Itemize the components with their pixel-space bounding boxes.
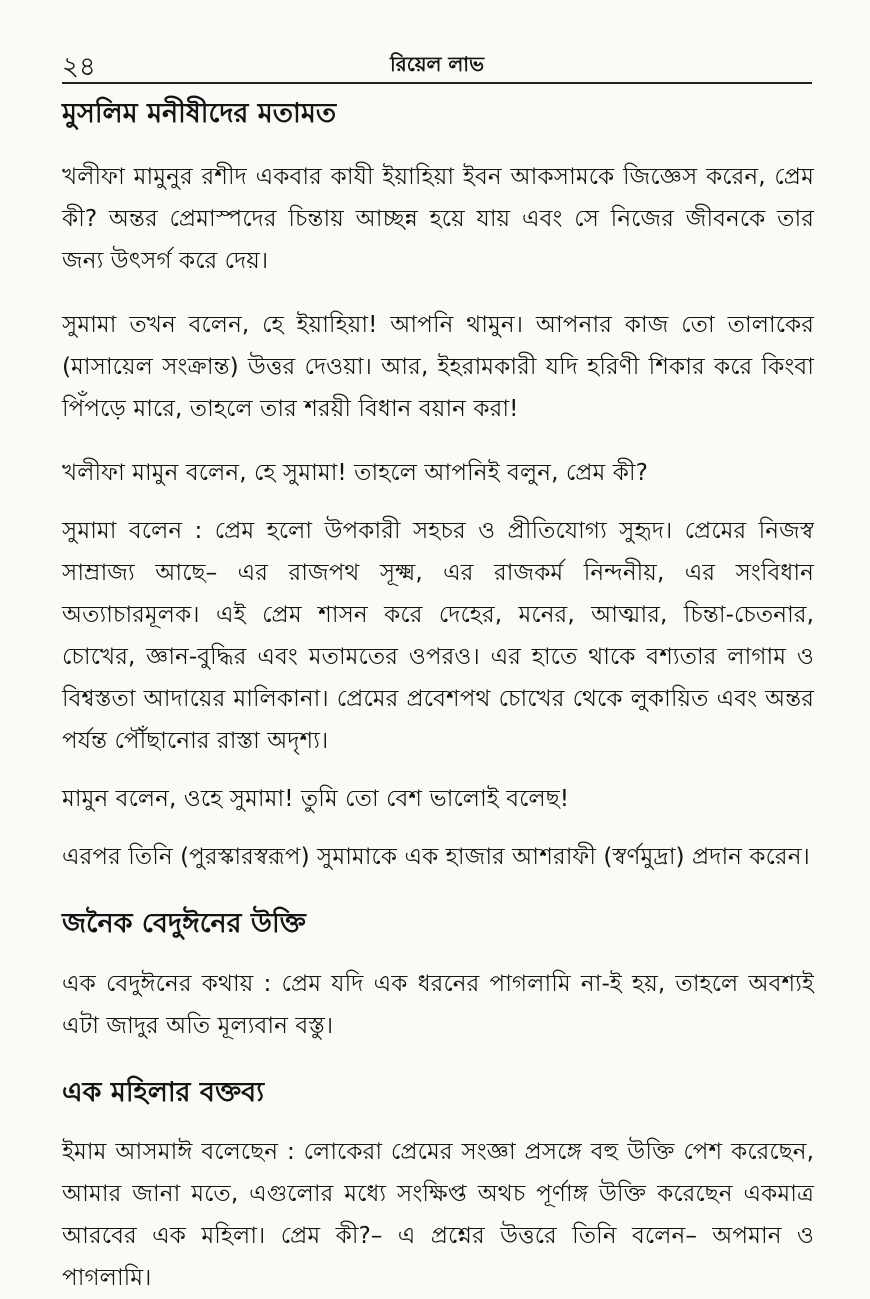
- section-heading-bedouin: জনৈক বেদুঈনের উক্তি: [62, 908, 306, 940]
- page-header: [62, 44, 812, 84]
- paragraph: মামুন বলেন, ওহে সুমামা! তুমি তো বেশ ভালোই বলেছ!: [62, 785, 570, 813]
- paragraph: খলীফা মামুন বলেন, হে সুমামা! তাহলে আপনিই বলুন, প্রেম কী?: [62, 459, 648, 487]
- paragraph: সুমামা বলেন : প্রেম হলো উপকারী সহচর ও প্রীতিযোগ্য সুহৃদ। প্রেমের নিজস্ব সাম্রাজ্য আছে– এর রাজপথ সূক্ষ্ম, এর রাজকর্ম নিন্দনীয়, এর সংবিধান অত্যাচারমূলক। এই প্রেম শাসন করে দেহের, মনের, আত্মার, চিন্তা-চেতনার, চোখের, জ্ঞান-বুদ্ধির এবং মতামতের ওপরও। এর হাতে থাকে বশ্যতার লাগাম ও বিশ্বস্ততা আদায়ের মালিকানা। প্রেমের প্রবেশপথ চোখের থেকে লুকায়িত এবং অন্তর পর্যন্ত পৌঁছানোর রাস্তা অদৃশ্য।: [62, 517, 814, 755]
- page-body: [62, 98, 814, 1299]
- header-rule: [62, 82, 812, 84]
- running-title: রিয়েল লাভ: [389, 52, 484, 76]
- paragraph: খলীফা মামুনুর রশীদ একবার কাযী ইয়াহিয়া ইবন আকসামকে জিজ্ঞেস করেন, প্রেম কী? অন্তর প্রেমাস্পদের চিন্তায় আচ্ছন্ন হয়ে যায় এবং সে নিজের জীবনকে তার জন্য উৎসর্গ করে দেয়।: [62, 163, 814, 275]
- paragraph: এরপর তিনি (পুরস্কারস্বরূপ) সুমামাকে এক হাজার আশরাফী (স্বর্ণমুদ্রা) প্রদান করেন।: [62, 843, 810, 871]
- paragraph: ইমাম আসমাঈ বলেছেন : লোকেরা প্রেমের সংজ্ঞা প্রসঙ্গে বহু উক্তি পেশ করেছেন, আমার জানা মতে, এগুলোর মধ্যে সংক্ষিপ্ত অথচ পূর্ণাঙ্গ উক্তি করেছেন একমাত্র আরবের এক মহিলা। প্রেম কী?– এ প্রশ্নের উত্তরে তিনি বলেন– অপমান ও পাগলামি।: [62, 1138, 814, 1292]
- section-heading-woman: এক মহিলার বক্তব্য: [62, 1076, 265, 1108]
- paragraph: এক বেদুঈনের কথায় : প্রেম যদি এক ধরনের পাগলামি না-ই হয়, তাহলে অবশ্যই এটা জাদুর অতি মূল্যবান বস্তু।: [62, 969, 814, 1039]
- paragraph: সুমামা তখন বলেন, হে ইয়াহিয়া! আপনি থামুন। আপনার কাজ তো তালাকের (মাসায়েল সংক্রান্ত) উত্তর দেওয়া। আর, ইহরামকারী যদি হরিণী শিকার করে কিংবা পিঁপড়ে মারে, তাহলে তার শরয়ী বিধান বয়ান করা!: [62, 311, 814, 423]
- section-heading-muslim-scholars: মুসলিম মনীষীদের মতামত: [62, 98, 337, 129]
- page-number: ২৪: [62, 52, 96, 82]
